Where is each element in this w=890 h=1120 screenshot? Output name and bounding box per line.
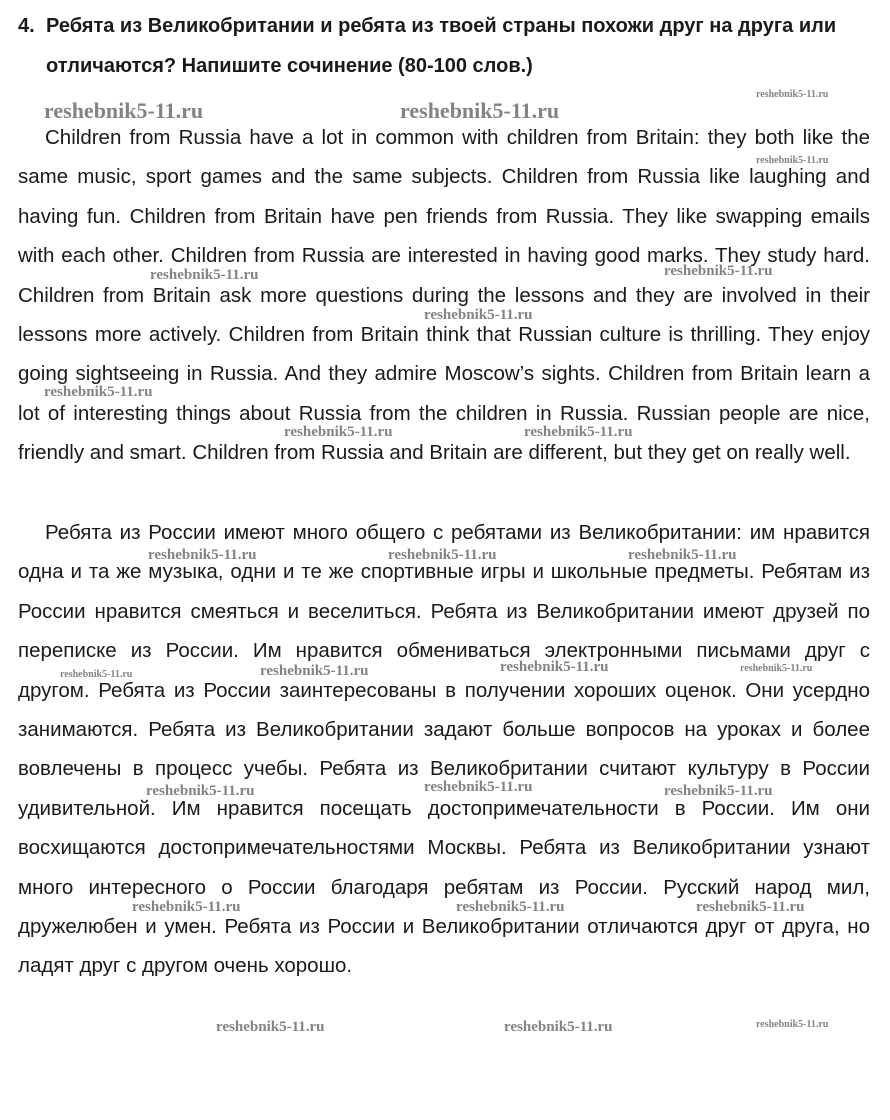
watermark: reshebnik5-11.ru [424,307,533,323]
watermark: reshebnik5-11.ru [284,424,393,440]
essay-russian: Ребята из России имеют много общего с ребятами из Великобритании: им нравится одна и та же музыка, одни и те же спортивные игры и школьные предметы. Ребятам из России нравится смеяться и веселиться. Ребята из Великобритании имеют друзей по переписке из России. Им нравится обмениваться электронными письмами друг с другом. Ребята из России заинтересованы в получении хороших оценок. Они усердно занимаются. Ребята из Великобритании задают больше вопросов на уроках и более вовлечены в процесс учебы. Ребята из Великобритании считают культуру в России удивительной. Им нравится посещать достопримечательности в России. Им они восхищаются достопримечательностями Москвы. Ребята из Великобритании узнают много интересного о России благодаря ребятам из России. Русский народ мил, дружелюбен и умен. Ребята из России и Великобритании отличаются друг от друга, но ладят друг с другом очень хорошо. [18,521,870,978]
task-heading [18,6,878,86]
watermark: reshebnik5-11.ru [216,1019,325,1035]
watermark: reshebnik5-11.ru [664,783,773,799]
watermark: reshebnik5-11.ru [44,98,204,123]
watermark: reshebnik5-11.ru [260,663,369,679]
watermark: reshebnik5-11.ru [500,659,609,675]
watermark: reshebnik5-11.ru [400,98,560,123]
essay-english: Children from Russia have a lot in common with children from Britain: they both like the same music, sport games and the same subjects. Children from Russia like laughing and having fun. Children from Britain have pen friends from Russia. They like swapping emails with each other. Children from Russia are interested in having good marks. They study hard. Children from Britain ask more questions during the lessons and they are involved in their lessons more actively. Children from Britain think that Russian culture is thrilling. They enjoy going sightseeing in Russia. And they admire Moscow’s sights. Children from Britain learn a lot of interesting things about Russia from the children in Russia. Russian people are nice, friendly and smart. Children from Russia and Britain are different, but they get on really well. [18,126,870,465]
watermark: reshebnik5-11.ru [148,547,257,563]
watermark: reshebnik5-11.ru [756,155,829,166]
task-number: 4. [18,15,35,37]
watermark: reshebnik5-11.ru [424,779,533,795]
watermark: reshebnik5-11.ru [756,89,829,100]
watermark: reshebnik5-11.ru [664,263,773,279]
watermark: reshebnik5-11.ru [696,899,805,915]
watermark: reshebnik5-11.ru [60,669,133,680]
watermark: reshebnik5-11.ru [146,783,255,799]
watermark: reshebnik5-11.ru [756,1019,829,1030]
watermark: reshebnik5-11.ru [524,424,633,440]
watermark: reshebnik5-11.ru [150,267,259,283]
watermark: reshebnik5-11.ru [456,899,565,915]
watermark: reshebnik5-11.ru [628,547,737,563]
task-prompt: Ребята из Великобритании и ребята из твоей страны похожи друг на друга или отличаются? Напишите сочинение (80-100 слов.) [46,15,837,77]
watermark: reshebnik5-11.ru [504,1019,613,1035]
watermark: reshebnik5-11.ru [132,899,241,915]
watermark: reshebnik5-11.ru [44,384,153,400]
watermark: reshebnik5-11.ru [740,663,813,674]
watermark: reshebnik5-11.ru [388,547,497,563]
